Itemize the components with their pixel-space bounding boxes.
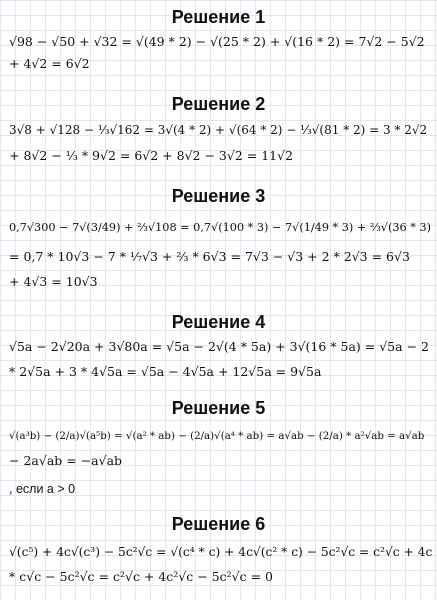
solution-title: Решение 1	[171, 7, 266, 27]
solution-title: Решение 2	[171, 94, 266, 114]
solution-5	[0, 397, 437, 419]
math-line: = 0,7 * 10√3 − 7 * ⅐√3 + ⅔ * 6√3 = 7√3 − √3 + 2 * 2√3 = 6√3	[9, 249, 410, 264]
math-line: − 2a√ab = −a√ab	[9, 453, 123, 468]
solution-2	[0, 93, 437, 115]
math-line: 0,7√300 − 7√(3/49) + ⅔√108 = 0,7√(100 * 3) − 7√(1/49 * 3) + ⅔√(36 * 3)	[9, 221, 431, 234]
solution-1	[0, 6, 437, 28]
math-line: √5a − 2√20a + 3√80a = √5a − 2√(4 * 5a) + 3√(16 * 5a) = √5a − 2	[9, 339, 429, 354]
solution-title: Решение 6	[171, 514, 266, 534]
math-line: 3√8 + √128 − ⅓√162 = 3√(4 * 2) + √(64 * 2) − ⅓√(81 * 2) = 3 * 2√2	[9, 123, 428, 137]
solution-4	[0, 311, 437, 333]
math-line: √(c⁵) + 4c√(c³) − 5c²√c = √(c⁴ * c) + 4c√(c² * c) − 5c²√c = c²√c + 4c	[9, 545, 433, 559]
math-line: + 4√3 = 10√3	[9, 274, 98, 289]
math-line: √(a³b) − (2/a)√(a⁵b) = √(a² * ab) − (2/a)√(a⁴ * ab) = a√ab − (2/a) * a²√ab = a√ab	[9, 430, 425, 442]
solution-3	[0, 185, 437, 207]
solution-title: Решение 5	[171, 398, 266, 418]
math-line: + 4√2 = 6√2	[9, 56, 90, 71]
condition-note: , если a > 0	[9, 482, 76, 496]
math-line: * 2√5a + 3 * 4√5a = √5a − 4√5a + 12√5a = 9√5a	[9, 364, 322, 379]
solution-title: Решение 3	[171, 186, 266, 206]
math-line: √98 − √50 + √32 = √(49 * 2) − √(25 * 2) + √(16 * 2) = 7√2 − 5√2	[9, 34, 425, 49]
solution-6	[0, 513, 437, 535]
solution-title: Решение 4	[171, 312, 266, 332]
math-line: + 8√2 − ⅓ * 9√2 = 6√2 + 8√2 − 3√2 = 11√2	[9, 148, 294, 163]
math-line: * c√c − 5c²√c = c²√c + 4c²√c − 5c²√c = 0	[9, 569, 274, 584]
